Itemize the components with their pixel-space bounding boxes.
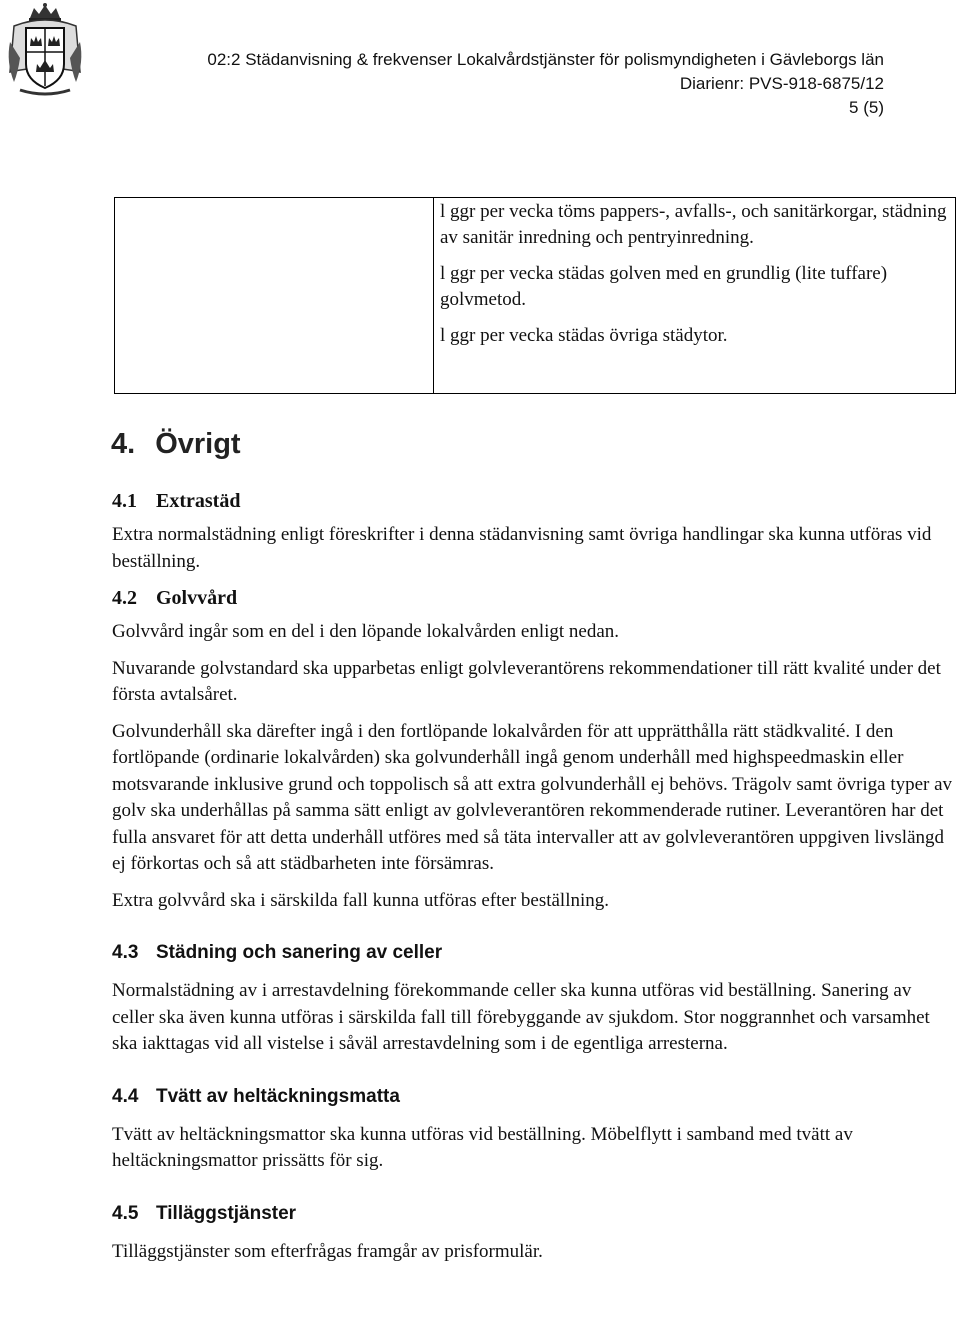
table-item: l ggr per vecka städas golven med en grundlig (lite tuffare) golvmetod. — [440, 263, 888, 310]
subsection-heading-4-4 — [112, 1084, 958, 1110]
subsection-title: Golvvård — [156, 587, 238, 609]
paragraph: Normalstädning av i arrestavdelning förekommande celler ska kunna utföras vid beställning. Sanering av celler ska även kunna utföras i särskilda fall till förebyggande av sjukdom. Stor noggrannhet och varsamhet ska iakttagas vid all vistelse i såväl arrestavdelning som i de egentliga arresterna. — [112, 980, 930, 1054]
paragraph: Tilläggstjänster som efterfrågas framgår av prisformulär. — [112, 1240, 543, 1262]
section-heading — [111, 428, 241, 461]
subsection-number: 4.2 — [112, 587, 137, 609]
table-row — [115, 198, 956, 394]
page-number: 5 (5) — [849, 98, 884, 117]
subsection-title: Extrastäd — [156, 490, 241, 512]
subsection-heading-4-1 — [112, 488, 958, 514]
subsection-heading-4-3 — [112, 940, 958, 966]
subsection-number: 4.3 — [112, 942, 139, 963]
coat-of-arms-logo-icon — [4, 2, 86, 102]
section-number: 4. — [111, 428, 136, 460]
subsection-number: 4.4 — [112, 1085, 139, 1107]
subsection-title: Tilläggstjänster — [156, 1202, 297, 1224]
paragraph: Extra normalstädning enligt föreskrifter i denna städanvisning samt övriga handlingar ska kunna utföras vid beställning. — [112, 524, 932, 572]
subsection-title: Städning och sanering av celler — [156, 942, 443, 963]
table-cell-empty — [115, 198, 434, 394]
section-title: Övrigt — [155, 428, 241, 460]
subsection-number: 4.1 — [112, 490, 137, 512]
page-header — [207, 48, 884, 120]
subsection-title: Tvätt av heltäckningsmatta — [156, 1085, 400, 1107]
diarienummer: Diarienr: PVS-918-6875/12 — [679, 74, 884, 93]
subsection-heading-4-5 — [112, 1201, 958, 1227]
frequency-table — [114, 197, 956, 394]
table-item: l ggr per vecka töms pappers-, avfalls-, och sanitärkorgar, städning av sanitär inredning och pentryinredning. — [440, 201, 947, 248]
document-title: 02:2 Städanvisning & frekvenser Lokalvårdstjänster för polismyndigheten i Gävleborgs län — [207, 50, 884, 69]
paragraph: Golvunderhåll ska därefter ingå i den fortlöpande lokalvården för att upprätthålla rätt städkvalité. I den fortlöpande (ordinarie lokalvården) ska golvunderhåll ingå genom underhåll med highspeedmaskin eller motsvarande inklusive grund och toppolisch så att extra golvunderhåll ej behövs. Trägolv samt övriga typer av golv ska underhållas på samma sätt enligt av golvleverantören rekommenderade rutiner. Leverantören har det fulla ansvaret för att detta underhåll utföres med så täta intervaller att av golvleverantören uppgiven livslängd ej förkortas och så att städbarheten inte försämras. — [112, 720, 953, 874]
paragraph: Golvvård ingår som en del i den löpande lokalvården enligt nedan. — [112, 621, 620, 642]
table-cell-frequencies — [434, 198, 956, 394]
paragraph: Tvätt av heltäckningsmattor ska kunna utföras vid beställning. Möbelflytt i samband med tvätt av heltäckningsmattor prissätts för sig. — [112, 1123, 853, 1171]
table-item: l ggr per vecka städas övriga städytor. — [440, 325, 728, 346]
subsection-number: 4.5 — [112, 1202, 139, 1224]
paragraph: Extra golvvård ska i särskilda fall kunna utföras efter beställning. — [112, 889, 610, 911]
paragraph: Nuvarande golvstandard ska upparbetas enligt golvleverantörens rekommendationer till rätt kvalité under det första avtalsåret. — [112, 657, 941, 705]
subsection-heading-4-2 — [112, 585, 958, 611]
section-content — [112, 488, 958, 1265]
